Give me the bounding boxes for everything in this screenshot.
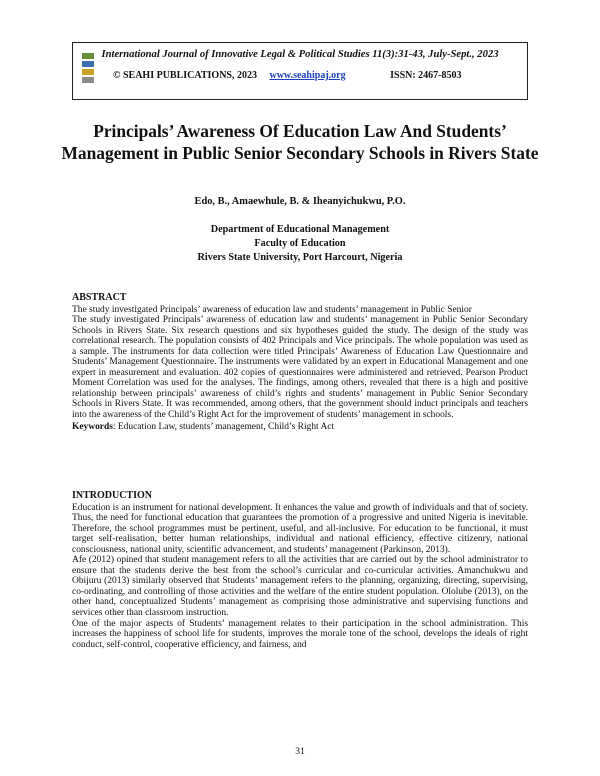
author-list: Edo, B., Amaewhule, B. & Iheanyichukwu, P.O. xyxy=(194,196,406,207)
intro-paragraph-1: Education is an instrument for national development. It enhances the value and growth of individuals and that of society. Thus, the need for functional education that guarantees the promotion of a progressive and united Nigeria is inevitable. Therefore, the school programmes must be pertinent, useful, and all-inclusive. For education to be functional, it must target self-realisation, better human relationships, individual and national efficiency, effective citizenry, national consciousness, national unity, scientific advancement, and students’ management (Parkinson, 2013). xyxy=(72,502,528,555)
keywords-text: : Education Law, students’ management, Child’s Right Act xyxy=(112,421,335,432)
keywords-label: Keywords xyxy=(72,421,113,432)
introduction-heading: INTRODUCTION xyxy=(72,490,153,501)
intro-paragraph-3: One of the major aspects of Students’ management relates to their participation in the school administration. This increases the happiness of school life for students, improves the morale tone of the school, develops the ideals of right conduct, self-control, cooperative efficiency, and fairness, and xyxy=(72,618,528,650)
abstract-heading: ABSTRACT xyxy=(72,292,127,303)
abstract-first-line: The study investigated Principals’ awareness of education law and students’ management in Public Senior xyxy=(72,304,472,315)
journal-header-box xyxy=(72,42,528,100)
affiliation-university: Rivers State University, Port Harcourt, Nigeria xyxy=(197,252,403,263)
abstract-body: The study investigated Principals’ awareness of education law and students’ management in Public Senior Secondary Schools in Rivers State. Six research questions and six hypotheses guided the study. The design of the study was correlational research. The population consists of 402 Principals and Vice principals. The whole population was used as a sample. The instruments for data collection were titled Principals’ Awareness of Education Law Questionnaire and Students’ Management Questionnaire. The instruments were validated by an expert in Educational Management and one expert in measurement and evaluation. 402 copies of questionnaires were administered and retrieved. Pearson Product Moment Correlation was used for the analyses. The findings, among others, revealed that there is a high and positive relationship between principals’ awareness of child’s rights and students’ management in Public Senior Secondary Schools in Rivers State. It was recommended, among others, that the government should induct principals and teachers into the awareness of the Child’s Right Act for the improvement of students’ management in schools. xyxy=(72,315,528,421)
paper-title: Principals’ Awareness Of Education Law And Students’ Management in Public Senior Secondary Schools in Rivers State xyxy=(61,121,539,163)
publisher-line xyxy=(113,70,462,81)
page-number: 31 xyxy=(295,746,305,757)
introduction-section xyxy=(72,491,528,650)
affiliation-department: Department of Educational Management xyxy=(210,224,390,235)
journal-citation: International Journal of Innovative Legal & Political Studies 11(3):31-43, July-Sept., 2023 xyxy=(101,49,499,60)
issn-number: ISSN: 2467-8503 xyxy=(390,70,462,81)
affiliation-faculty: Faculty of Education xyxy=(254,238,346,249)
publisher-copyright: © SEAHI PUBLICATIONS, 2023 xyxy=(113,70,257,81)
journal-website-link[interactable]: www.seahipaj.org xyxy=(269,70,346,81)
affiliation xyxy=(0,223,600,265)
keywords-line xyxy=(72,422,528,433)
intro-paragraph-2: Afe (2012) opined that student management refers to all the activities that are carried out by the school administrator to ensure that the students derive the best from the school’s curricular and co-curricular activities. Amanchukwu and Obijuru (2013) similarly observed that Students’ management refers to the planning, organizing, directing, supervising, co-ordinating, and controlling of those activities and the welfare of the entire student population. Ololube (2013), on the other hand, conceptualized Students’ management as comprising those administrative and supervising functions and services other than classroom instruction. xyxy=(72,555,528,619)
abstract-section xyxy=(72,293,528,432)
